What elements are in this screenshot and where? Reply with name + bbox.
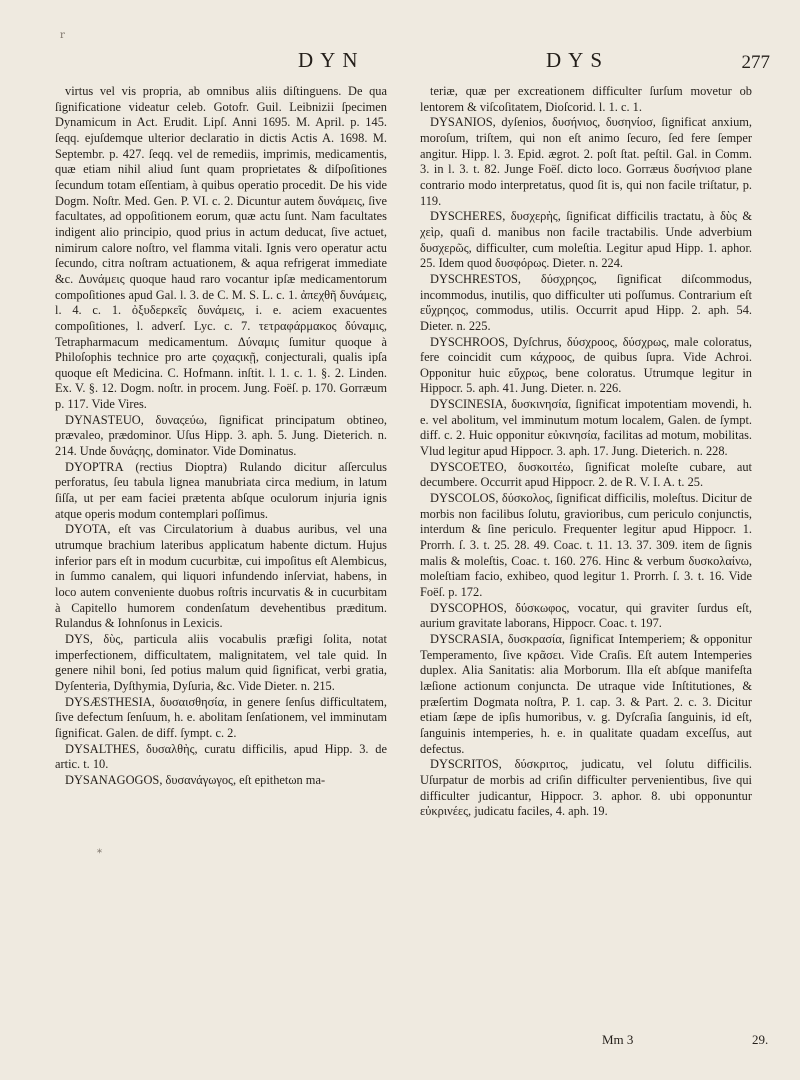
entry-paragraph: DYSCHERES, δυσχερὴς, ſignificat difficilis tractatu, à δὺς & χεὶρ, quaſi d. manibus non facile tractabilis. Unde adverbium δυσχερῶς, difficulter, cum moleſtia. Legitur apud Hipp. 1. aphor. 25. Idem quod δυσφόρως. Dieter. n. 224. (420, 209, 752, 271)
entry-paragraph: DYOTA, eſt vas Circulatorium à duabus auribus, vel una utrumque brachium lateribus applicatum habente dictum. Hujus inferior pars eſt in modum cucurbitæ, cui impoſitus eſt Alembicus, in ſummo canalem, qui liquori infundendo inſerviat, habens, in loco autem conveniente duobus roſtris incurvatis & in cucurbitam à Capitello humorem condenſatum devehentibus præditum. Rulandus & Iohnſonus in Lexicis. (55, 522, 387, 631)
entry-paragraph: DYSANAGOGOS, δυσανάγωγος, eſt epithetωn ma- (65, 772, 326, 787)
entry-paragraph: DYSCHROOS, Dyſchrus, δύσχροος, δύσχρως, male coloratus, fere coincidit cum κάχροος, de quibus ſupra. Vide Achroi. Opponitur huic εὔχρως, bene coloratus. Utrumque legitur in Hippocr. 5. aph. 41. Jung. Dieter. n. 226. (420, 334, 752, 396)
entry-paragraph: DYOPTRA (rectius Dioptra) Rulando dicitur aſſerculus perforatus, ſeu tabula lignea manubriata circa medium, in latum ſiſſa, ut per eam faciei prætenta abſque oculorum injuria ignis atque operis modum contemplari poſſimus. (55, 459, 387, 521)
entry-paragraph: DYSALTHES, δυσαλθὴς, curatu difficilis, apud Hipp. 3. de artic. t. 10. (55, 741, 387, 772)
page-number: 277 (741, 52, 770, 73)
entry-paragraph: DYSANIOS, dyſenios, δυσήνιος, δυσηνίοσ, ſignificat anxium, moroſum, triſtem, qui non eſt animo ſecuro, ſed fere ſemper angitur. Hipp. l. 3. Epid. ægrot. 2. poſt ſtat. peſtil. Gal. in Comm. 3. in l. 3. t. 82. Junge Foëſ. dicto loco. Gorræus δυσήνιοσ plane contrario modo interpretatus, quod ſit is, qui non facile triſtatur, p. 119. (420, 115, 752, 208)
page-footer (592, 1032, 772, 1052)
right-column (420, 84, 752, 820)
entry-paragraph: DYSCOLOS, δύσκολος, ſignificat difficilis, moleſtus. Dicitur de morbis non facilibus ſolutu, gravioribus, cum periculo conjunctis, interdum & ſine periculo. Frequenter legitur apud Hippocr. 1. Prorrh. ſ. 3. t. 25. 28. 49. Coac. t. 11. 13. 37. 309. item de ſignis malis & moleſtis, Coac. t. 160. 276. Hinc & verbum δυσκολαίνω, moleſtiam facio, exhibeo, quod legitur 1. Prorrh. ſ. 3. t. 16. Vide Foëſ. p. 172. (420, 491, 752, 599)
right-running-head: DYS (546, 48, 610, 72)
entry-paragraph: DYSÆSTHESIA, δυσαισθησία, in genere ſenſus difficultatem, ſive defectum ſenſuum, h. e. abolitam ſenſationem, vel imminutam ſignificat. Galen. de diff. ſympt. c. 2. (55, 694, 387, 740)
margin-mark: * (97, 848, 102, 859)
left-running-head: DYN (298, 48, 365, 72)
right-header (440, 48, 770, 82)
entry-paragraph: DYSCINESIA, δυσκινησία, ſignificat impotentiam movendi, h. e. vel abolitum, vel imminutum motum localem, Galen. de ſympt. diff. c. 2. Huic opponitur εὐκινησία, facilitas ad motum, mobilitas. Vlud legitur apud Hippocr. 3. aph. 17. Jung. Dieterich. n. 228. (420, 397, 752, 459)
entry-paragraph: DYS, δὺς, particula aliis vocabulis præfigi ſolita, notat imperfectionem, difficultatem, malignitatem, vel tale quid. In genere nihil boni, ſed potius malum quid ſignificat, verbi gratia, Dyſenteria, Dyſthymia, Dyſuria, &c. Vide Dieter. n. 215. (55, 631, 387, 693)
entry-paragraph: DYSCRASIA, δυσκρασία, ſignificat Intemperiem; & opponitur Temperamento, ſive κρᾶσει. Vide Craſis. Eſt autem Intemperies duplex. Alia Sanitatis: alia Morborum. Illa eſt abſque manifeſta læſione actionum conjuncta. De utraque vide Inſtitutiones, & præſertim Dogmata noſtra, P. 1. cap. 3. & Part. 2. c. 3. Dicitur etiam ſæpe de ipſis humoribus, v. g. Dyſcraſia ſanguinis, id eſt, ſanguinis intemperies, h. e. in qualitate quadam exceſſus, aut defectus. (420, 631, 752, 756)
stray-mark: r (60, 30, 65, 41)
entry-paragraph: DYSCRITOS, δύσκριτος, judicatu, vel ſolutu difficilis. Uſurpatur de morbis ad criſin difficulter pervenientibus, ſive qui difficulter judicantur, Hippocr. 3. aphor. 8. ubi opponuntur εὐκρινέες, judicatu faciles, 4. aph. 19. (420, 757, 752, 819)
entry-paragraph: teriæ, quæ per excreationem difficulter ſurſum movetur ob lentorem & viſcoſitatem, Dioſcorid. l. 1. c. 1. (420, 84, 752, 114)
signature-mark: Mm 3 (602, 1032, 634, 1047)
entry-paragraph: DYSCHRESTOS, δύσχρηςος, ſignificat diſcommodus, incommodus, inutilis, quo difficulter uti poſſumus. Contrarium eſt εὔχρηςος, commodus, utilis. Occurrit apud Hipp. 2. aph. 54. Dieter. n. 225. (420, 271, 752, 333)
entry-paragraph: DYNASTEUO, δυναςεύω, ſignificat principatum obtineo, prævaleo, prædominor. Uſus Hipp. 3. aph. 5. Jung. Dieterich. n. 214. Unde δυνάςης, dominator. Vide Dominatus. (55, 412, 387, 459)
entry-paragraph: virtus vel vis propria, ab omnibus aliis diſtinguens. De qua ſignificatione videatur celeb. Gotofr. Guil. Leibnizii ſpecimen Dynamicum in Act. Erudit. Lipſ. Anni 1695. M. April. p. 145. ſeqq. ejuſdemque ulterior declaratio in dictis Actis A. 1698. M. Septembr. p. 427. ſeqq. vel de remediis, imprimis, medicamentis, quæ etiam nihil aliud ſunt quam proprietates & diſpoſitiones ſecundum totam eſſentiam, à quibus operatio procedit. De his vide Dogm. Noſtr. Med. Gen. P. VI. c. 2. Dicuntur autem δυνάμεις, ſive facultates, ad oppoſitionem eorum, quæ actu ſunt. Nam facultates indigent alio principio, quod prius in actum deducat, ſive actuet, nimirum calore noſtro, vel flamma vitali. Ignis vero operatur actu ſecundo, citra noſtram actuationem, & aqua refrigerat immediate &c. Δυνάμεις quoque haud raro vocantur ipſæ medicamentorum compoſitiones apud Gal. l. 3. de C. M. S. L. c. 1. ἀπεχθῆ δυνάμεις, l. 4. c. 1. ὀξυδερκεῖς δυνάμεις, i. e. aciem exacuentes compoſitiones, l. adverſ. Lyc. c. 7. τετραφάρμακος δύναμις, Tetrapharmacum medicamentum. Δύναμις ſumitur quoque à Philoſophis technice pro arte ςοχαςικῇ, conjecturali, qualis ipſa quoque eſt Medicina. C. Hofmann. inſtit. l. 1. c. 1. §. 2. Linden. Ex. V. §. 12. Dogm. noſtr. in procem. Jung. Foëſ. p. 170. Gorræum p. 117. Vide Vires. (55, 84, 387, 412)
left-column (55, 84, 387, 789)
entry-paragraph: DYSCOETEO, δυσκοιτέω, ſignificat moleſte cubare, aut decumbere. Occurrit apud Hippocr. 2. de R. V. I. A. t. 25. (420, 459, 752, 490)
entry-paragraph: DYSCOPHOS, δύσκωφος, vocatur, qui graviter ſurdus eſt, aurium gravitate laborans, Hippocr. Coac. t. 197. (420, 600, 752, 631)
catchword: 29. (752, 1032, 769, 1047)
